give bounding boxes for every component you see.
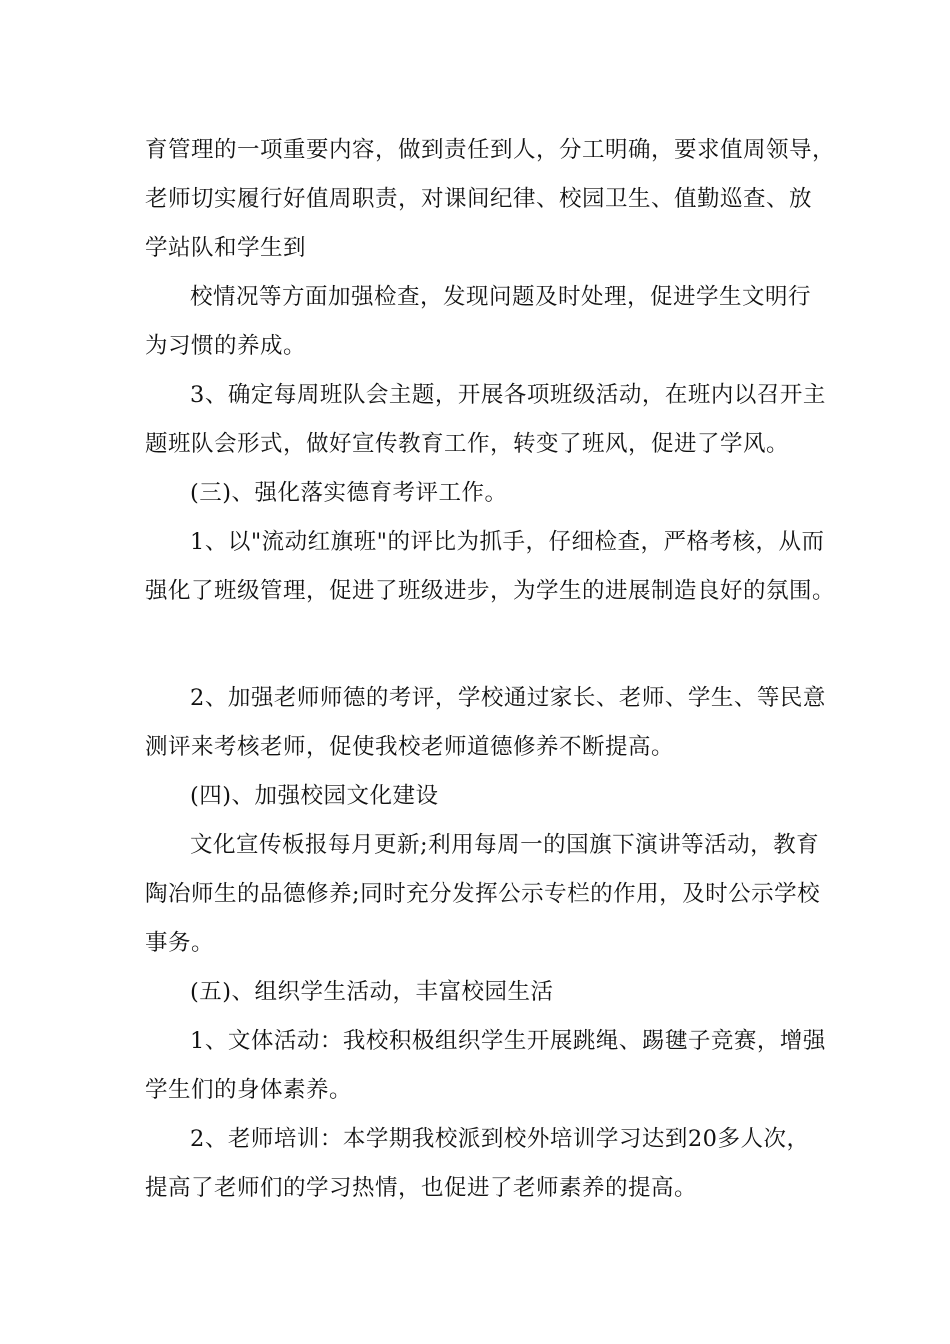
text-line: 育管理的一项重要内容，做到责任到人，分工明确，要求值周领导， [145, 137, 836, 163]
text-line: 为习惯的养成。 [145, 333, 307, 359]
text-line: 老师切实履行好值周职责，对课间纪律、校园卫生、值勤巡查、放 [145, 186, 813, 212]
text-line: 1、文体活动：我校积极组织学生开展跳绳、踢毽子竞赛，增强 [190, 1028, 826, 1054]
text-line: 题班队会形式，做好宣传教育工作，转变了班风，促进了学风。 [145, 431, 790, 457]
text-line: 2、老师培训：本学期我校派到校外培训学习达到20多人次， [190, 1126, 810, 1152]
text-line: 强化了班级管理，促进了班级进步，为学生的进展制造良好的氛围。 [145, 578, 836, 604]
section-heading-4: (四)、加强校园文化建设 [190, 783, 439, 809]
text-line: 提高了老师们的学习热情，也促进了老师素养的提高。 [145, 1175, 698, 1201]
paragraph-duty-management [145, 126, 835, 616]
text-line: 测评来考核老师，促使我校老师道德修养不断提高。 [145, 734, 675, 760]
paragraph-teacher-ethics [145, 674, 835, 1213]
text-line: 事务。 [145, 930, 215, 956]
text-line: 学生们的身体素养。 [145, 1077, 353, 1103]
text-line: 文化宣传板报每月更新;利用每周一的国旗下演讲等活动，教育 [190, 832, 820, 858]
text-line: 2、加强老师师德的考评，学校通过家长、老师、学生、等民意 [190, 685, 826, 711]
text-line: 1、以"流动红旗班"的评比为抓手，仔细检查，严格考核，从而 [190, 529, 825, 555]
text-line: 校情况等方面加强检查，发现问题及时处理，促进学生文明行 [190, 284, 812, 310]
text-line: 3、确定每周班队会主题，开展各项班级活动，在班内以召开主 [190, 382, 826, 408]
text-line: 学站队和学生到 [145, 235, 307, 261]
text-line: 陶冶师生的品德修养;同时充分发挥公示专栏的作用，及时公示学校 [145, 881, 821, 907]
section-heading-5: (五)、组织学生活动，丰富校园生活 [190, 979, 554, 1005]
section-heading-3: (三)、强化落实德育考评工作。 [190, 480, 508, 506]
